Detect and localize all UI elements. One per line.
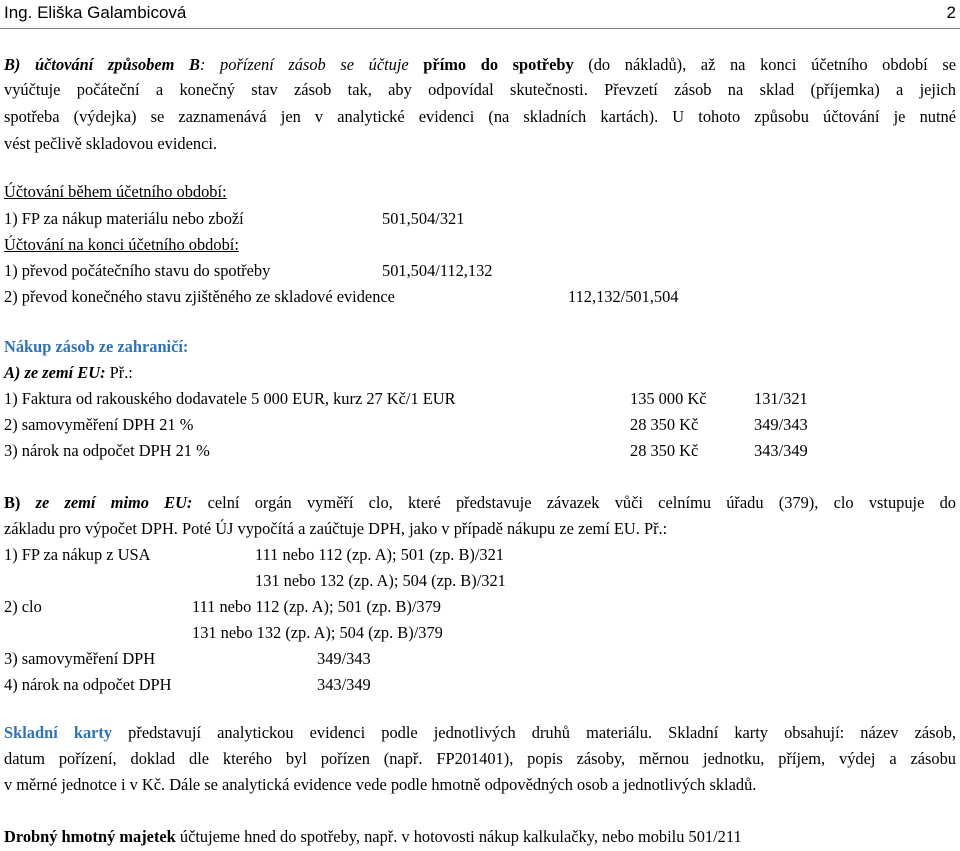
karty-text-1: představují analytickou evidenci podle jednotlivých druhů materiálu. Skladní karty obsahují: název zásob, (112, 723, 956, 742)
karty-line-3: v měrné jednotce i v Kč. Dále se analytická evidence vede podle hmotně odpovědných osob a jednotlivých skladů. (4, 775, 757, 794)
nakup-row-3-account: 343/349 (754, 441, 808, 460)
drobny-text: účtujeme hned do spotřeby, např. v hotovosti nákup kalkulačky, nebo mobilu 501/211 (175, 827, 742, 846)
mimo-row-3-account: 349/343 (317, 649, 371, 668)
mimo-row-2-account-b: 131 nebo 132 (zp. A); 504 (zp. B)/379 (192, 623, 443, 642)
intro-line-4: vést pečlivě skladovou evidenci. (4, 134, 218, 153)
nakup-title: Nákup zásob ze zahraničí: (4, 337, 189, 356)
mimo-lead-letter: B) (4, 493, 36, 512)
nakup-row-2-label: 2) samovyměření DPH 21 % (4, 415, 194, 434)
ucto-row-1-account: 501,504/321 (382, 209, 465, 228)
mimo-row-1-account-b: 131 nebo 132 (zp. A); 504 (zp. B)/321 (255, 571, 506, 590)
nakup-row-2-account: 349/343 (754, 415, 808, 434)
nakup-row-3-amount: 28 350 Kč (630, 441, 699, 460)
intro-bold: přímo do spotřeby (423, 55, 574, 74)
nakup-eu-pr: Př.: (105, 363, 133, 382)
mimo-row-4-label: 4) nárok na odpočet DPH (4, 675, 172, 694)
karty-line-1 (4, 723, 956, 743)
ucto-row-2-label: 1) převod počátečního stavu do spotřeby (4, 261, 271, 280)
mimo-lead-label: ze zemí mimo EU: (35, 493, 193, 512)
nakup-row-2-amount: 28 350 Kč (630, 415, 699, 434)
mimo-row-3-label: 3) samovyměření DPH (4, 649, 156, 668)
mimo-line-1 (4, 493, 956, 513)
nakup-row-1-amount: 135 000 Kč (630, 389, 707, 408)
nakup-eu-label: A) ze zemí EU: (4, 363, 106, 382)
mimo-row-4-account: 343/349 (317, 675, 371, 694)
ucto-row-2-account: 501,504/112,132 (382, 261, 493, 280)
nakup-row-1-label: 1) Faktura od rakouského dodavatele 5 000 EUR, kurz 27 Kč/1 EUR (4, 389, 456, 408)
nakup-eu-heading (4, 363, 133, 383)
intro-text-2: (do nákladů), až na konci účetního období se (573, 55, 956, 74)
mimo-text-1: celní orgán vyměří clo, které představuje závazek vůči celnímu úřadu (379), clo vstupuje do (192, 493, 956, 512)
intro-line-2: vyúčtuje počáteční a konečný stav zásob tak, aby odpovídal skutečnosti. Převzetí zásob na sklad (příjemka) a jejich (4, 80, 956, 99)
header-author: Ing. Eliška Galambicová (4, 3, 187, 22)
intro-line-3: spotřeba (výdejka) se zaznamenává jen v analytické evidenci (na skladních kartách). U tohoto způsobu účtování je nutné (4, 107, 956, 126)
mimo-row-2-account-a: 111 nebo 112 (zp. A); 501 (zp. B)/379 (192, 597, 442, 616)
mimo-row-1-account-a: 111 nebo 112 (zp. A); 501 (zp. B)/321 (255, 545, 505, 564)
intro-text-1: : pořízení zásob se účtuje (199, 55, 424, 74)
mimo-row-2-label: 2) clo (4, 597, 42, 616)
nakup-row-3-label: 3) nárok na odpočet DPH 21 % (4, 441, 210, 460)
intro-lead: B) účtování způsobem B (4, 55, 200, 74)
page-header (0, 0, 960, 29)
ucto-row-1-label: 1) FP za nákup materiálu nebo zboží (4, 209, 244, 228)
mimo-line-2: základu pro výpočet DPH. Poté ÚJ vypočítá a zaúčtuje DPH, jako v případě nákupu ze zemí EU. Př.: (4, 519, 668, 538)
karty-line-2: datum pořízení, doklad dle kterého byl pořízen (např. FP201401), popis zásoby, měrnou jednotku, příjem, výdej a zásobu (4, 749, 956, 768)
intro-line-1 (4, 55, 956, 75)
mimo-row-1-label: 1) FP za nákup z USA (4, 545, 151, 564)
ucto-row-3-account: 112,132/501,504 (568, 287, 679, 306)
ucto-heading-end: Účtování na konci účetního období: (4, 235, 239, 254)
ucto-row-3-label: 2) převod konečného stavu zjištěného ze skladové evidence (4, 287, 395, 306)
ucto-heading-during: Účtování během účetního období: (4, 182, 227, 201)
drobny-title: Drobný hmotný majetek (4, 827, 176, 846)
header-page-number: 2 (946, 3, 956, 22)
karty-title: Skladní karty (4, 723, 113, 742)
drobny-line (4, 827, 742, 847)
nakup-row-1-account: 131/321 (754, 389, 808, 408)
